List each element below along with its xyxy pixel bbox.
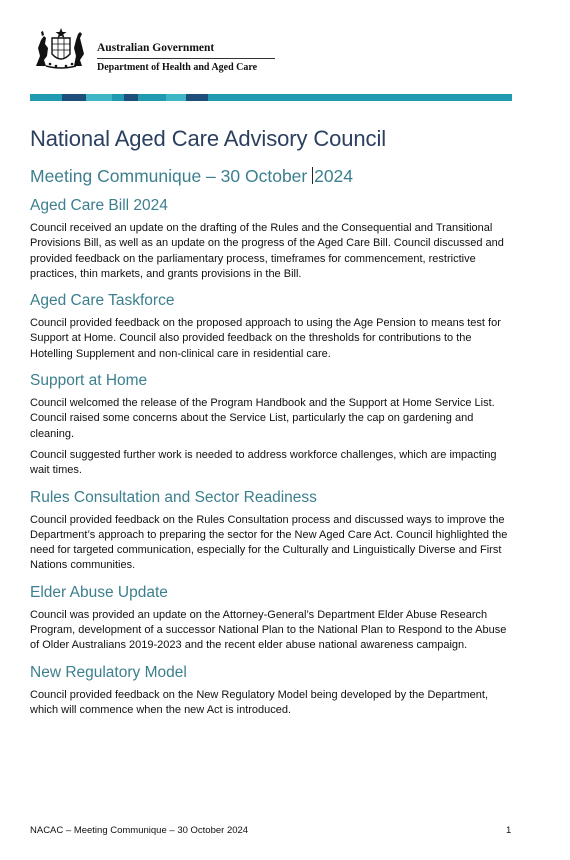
coat-of-arms-icon	[32, 26, 90, 70]
band-segment	[166, 94, 186, 101]
section-heading: Aged Care Taskforce	[30, 292, 175, 310]
section-heading: New Regulatory Model	[30, 663, 187, 681]
footer-title: NACAC – Meeting Communique – 30 October 2024	[30, 825, 249, 836]
subtitle-year: 2024	[314, 166, 354, 186]
band-segment	[62, 94, 86, 101]
section-paragraph: Council provided feedback on the proposed approach to using the Age Pension to means test for Support at Home. Council also provided feedback on the thresholds for contributions to the Hotelling Supplement and non-clinical care in residential care.	[30, 317, 501, 360]
section-paragraph: Council provided feedback on the Rules Consultation process and discussed ways to improve the Department’s approach to preparing the sector for the New Aged Care Act. Council highlighted the need for targeted communication, especially for the Culturally and Linguistically Diverse and First Nations communities.	[30, 513, 508, 572]
section-paragraph: Council provided feedback on the New Regulatory Model being developed by the Department, which will commence when the new Act is introduced.	[30, 688, 489, 716]
subtitle-text: Meeting Communique – 30 October	[30, 166, 313, 186]
document-body	[30, 126, 512, 724]
band-segment	[186, 94, 208, 101]
section-heading: Aged Care Bill 2024	[30, 197, 168, 214]
decorative-color-band	[30, 94, 512, 101]
band-segment	[124, 94, 138, 101]
section-paragraph: Council received an update on the drafting of the Rules and the Consequential and Transitional Provisions Bill, as well as an update on the progress of the Aged Care Bill. Council discussed and provided feedback on the parliamentary process, timeframes for commencement, restrictive practices, thin markets, and grants provisions in the Bill.	[30, 222, 504, 280]
government-header	[32, 26, 282, 80]
band-segment	[86, 94, 112, 101]
page-number: 1	[506, 825, 512, 836]
band-segment	[112, 94, 124, 101]
section-heading: Support at Home	[30, 372, 148, 390]
government-name: Australian Government	[97, 42, 215, 54]
section-paragraph: Council welcomed the release of the Program Handbook and the Support at Home Service List. Council raised some concerns about the Service List, particularly the cap on gardening and cleaning.	[30, 397, 495, 440]
section-heading: Rules Consultation and Sector Readiness	[30, 488, 317, 506]
document-title: National Aged Care Advisory Council	[30, 126, 387, 151]
band-segment	[138, 94, 166, 101]
header-divider	[97, 58, 275, 59]
band-segment	[30, 94, 62, 101]
section-paragraph: Council suggested further work is needed to address workforce challenges, which are impacting wait times.	[30, 448, 497, 477]
text-cursor	[312, 167, 313, 184]
section-paragraph: Council was provided an update on the Attorney-General’s Department Elder Abuse Research Program, development of a successor National Plan to the National Plan to Respond to the Abuse of Older Australians 2019-2023 and the recent elder abuse national awareness campaign.	[30, 608, 507, 652]
section-heading: Elder Abuse Update	[30, 583, 168, 601]
document-subtitle	[30, 166, 512, 187]
department-name: Department of Health and Aged Care	[97, 62, 258, 73]
section-list	[30, 197, 512, 718]
band-segment	[208, 94, 512, 101]
